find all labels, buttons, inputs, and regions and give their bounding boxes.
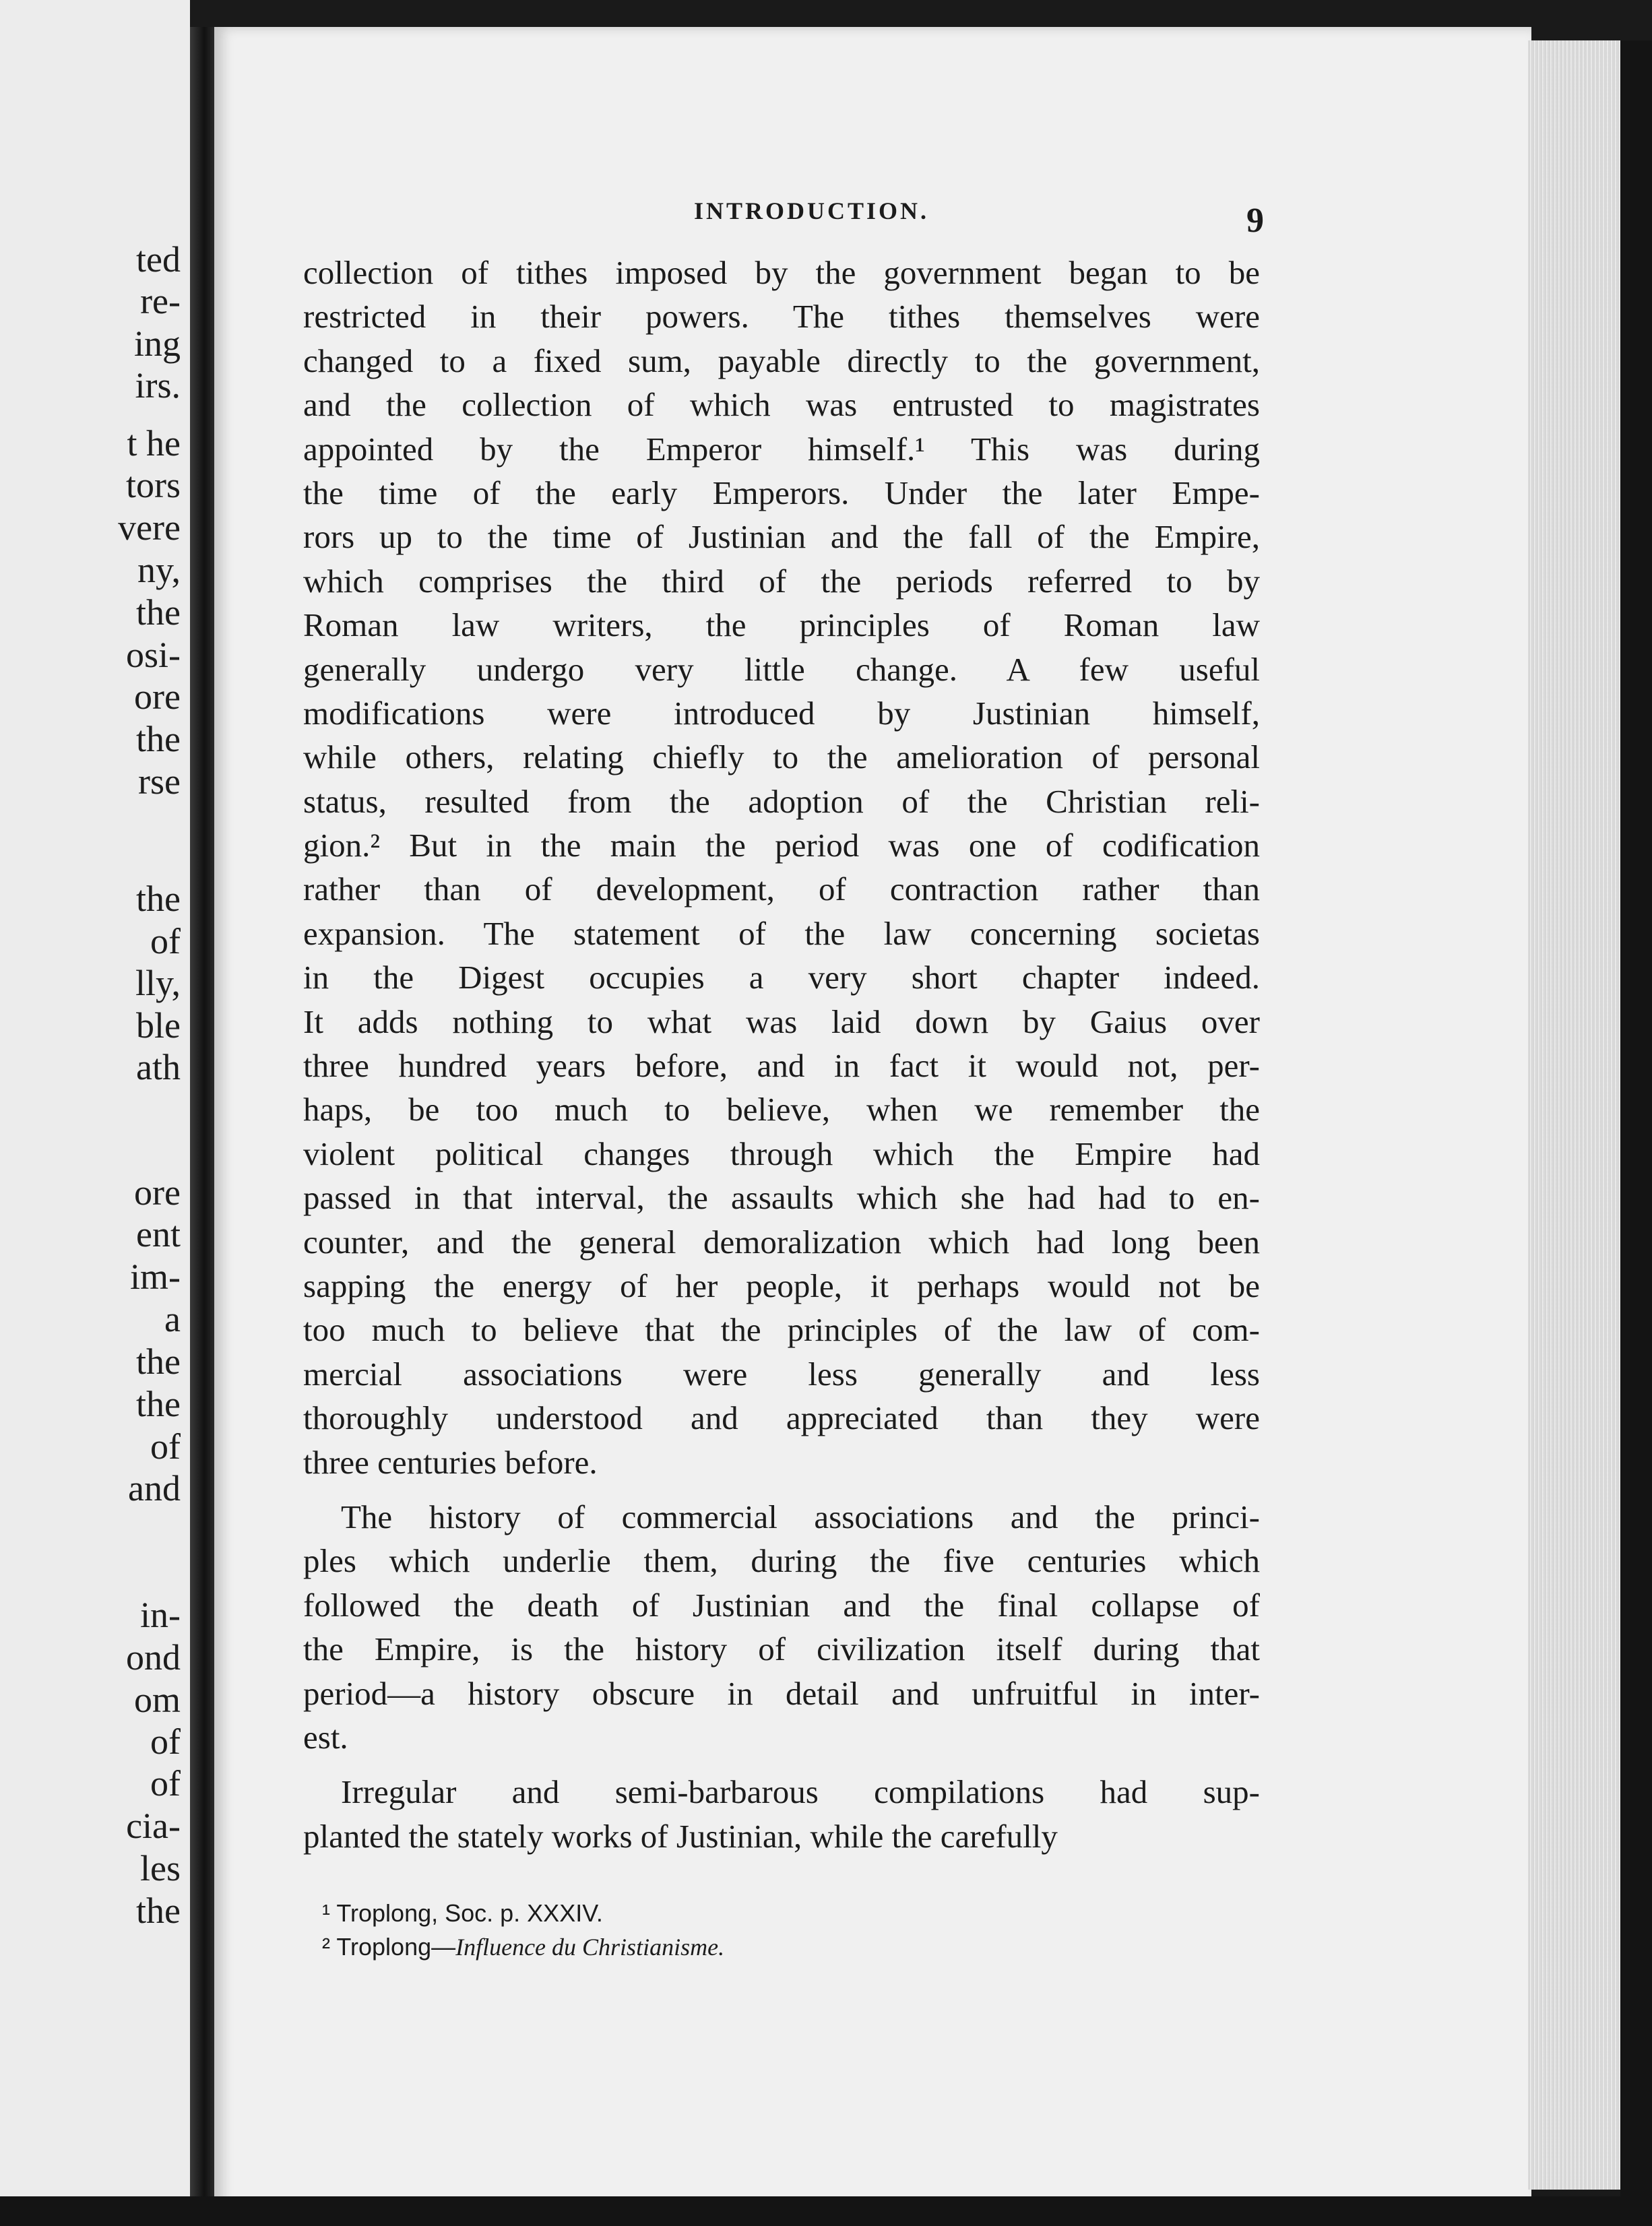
left-page-fragment: ore [134,676,181,717]
text-line: the time of the early Emperors. Under the later Empe- [303,474,1260,511]
text-line: haps, be too much to believe, when we remember the [303,1091,1260,1128]
footnote-marker: ² [322,1933,330,1961]
footnote-text: Troplong, Soc. p. XXXIV. [336,1899,603,1927]
footnotes [322,1897,1198,1964]
footnote-1 [322,1897,1198,1930]
text-line: ples which underlie them, during the five centuries which [303,1542,1260,1580]
paragraph [303,1495,1260,1759]
text-line: while others, relating chiefly to the amelioration of personal [303,738,1260,776]
text-line: rors up to the time of Justinian and the fall of the Empire, [303,518,1260,556]
left-page-fragment: re- [140,281,181,321]
text-line: mercial associations were less generally and less [303,1355,1260,1393]
left-page-fragment: the [136,719,181,759]
footnote-italic-title: Influence du Christianisme. [455,1934,725,1961]
left-page-fragment: the [136,879,181,919]
book-binding [1620,40,1652,2196]
left-page-fragment: the [136,1890,181,1931]
text-line: collection of tithes imposed by the government began to be [303,254,1260,291]
left-page-fragment: the [136,1384,181,1424]
running-title: INTRODUCTION. [694,197,930,224]
paragraph [303,1770,1260,1858]
text-line: It adds nothing to what was laid down by Gaius over [303,1003,1260,1040]
left-page-fragment: ted [136,239,181,280]
left-page-fragment: the [136,1341,181,1382]
footnote-2 [322,1930,1198,1964]
text-line: status, resulted from the adoption of the Christian reli- [303,782,1260,820]
text-line: violent political changes through which the Empire had [303,1135,1260,1172]
text-line: in the Digest occupies a very short chapter indeed. [303,959,1260,996]
left-page-fragment: tors [126,465,181,505]
paragraph [303,251,1260,1484]
left-page-fragment: lly, [135,963,181,1003]
text-line: which comprises the third of the periods referred to by [303,562,1260,600]
left-page-fragment: im- [130,1257,181,1297]
page-number: 9 [1246,201,1264,240]
text-line: period—a history obscure in detail and unfruitful in inter- [303,1674,1260,1712]
book-gutter [190,27,216,2217]
left-page-fragment: and [128,1468,181,1508]
left-page-fragment: of [150,1763,181,1804]
footnote-marker: ¹ [322,1899,330,1927]
bottom-shadow [0,2196,1652,2226]
left-page-fragment: ble [136,1005,181,1046]
left-page-fragment: of [150,921,181,961]
left-page-fragment: ath [136,1047,181,1087]
text-line: changed to a fixed sum, payable directly to the government, [303,342,1260,379]
left-page [0,0,190,2226]
text-line: modifications were introduced by Justinian himself, [303,694,1260,732]
left-page-fragment: ing [133,323,181,364]
left-page-fragment: of [150,1721,181,1762]
left-page-fragment: irs. [135,365,181,406]
text-line: counter, and the general demoralization which had long been [303,1223,1260,1261]
text-line: appointed by the Emperor himself.¹ This was during [303,430,1260,468]
text-line: sapping the energy of her people, it perhaps would not be [303,1267,1260,1304]
text-line: gion.² But in the main the period was one of codification [303,827,1260,864]
left-page-fragment: ent [136,1214,181,1254]
text-line: thoroughly understood and appreciated than they were [303,1399,1260,1437]
text-line: generally undergo very little change. A few useful [303,650,1260,688]
text-line: too much to believe that the principles of the law of com- [303,1311,1260,1349]
page-edges [1528,40,1622,2190]
left-page-fragment: les [140,1848,181,1888]
text-line: three hundred years before, and in fact it would not, per- [303,1047,1260,1085]
left-page-fragment: in- [140,1595,181,1635]
left-page-fragment: osi- [126,635,181,675]
body-text [303,251,1260,1858]
text-line: est. [303,1718,348,1756]
text-line: passed in that interval, the assaults which she had had to en- [303,1179,1260,1217]
footnote-text: Troplong— [336,1933,456,1961]
left-page-fragment: cia- [126,1806,181,1846]
text-line: planted the stately works of Justinian, while the carefully [303,1817,1058,1855]
left-page-fragment: a [164,1299,181,1339]
left-page-fragment: vere [118,507,181,548]
left-page-fragment: of [150,1426,181,1467]
text-line: restricted in their powers. The tithes themselves were [303,298,1260,336]
text-line: followed the death of Justinian and the final collapse of [303,1586,1260,1624]
text-line: expansion. The statement of the law concerning societas [303,914,1260,952]
left-page-fragment: ore [134,1172,181,1213]
left-page-fragment: ond [126,1637,181,1678]
left-page-fragment: the [136,592,181,633]
text-line: Roman law writers, the principles of Roman law [303,606,1260,644]
text-line: the Empire, is the history of civilization itself during that [303,1630,1260,1668]
text-line: The history of commercial associations and the princi- [341,1498,1260,1535]
text-line: and the collection of which was entrusted to magistrates [303,386,1260,424]
text-line: rather than of development, of contraction rather than [303,870,1260,908]
text-line: three centuries before. [303,1443,598,1481]
left-page-fragment: t he [127,423,181,464]
left-page-fragment: ny, [137,550,181,590]
text-line: Irregular and semi-barbarous compilations had sup- [341,1773,1260,1811]
left-page-fragment: om [133,1680,181,1720]
left-page-fragment: rse [138,761,181,802]
